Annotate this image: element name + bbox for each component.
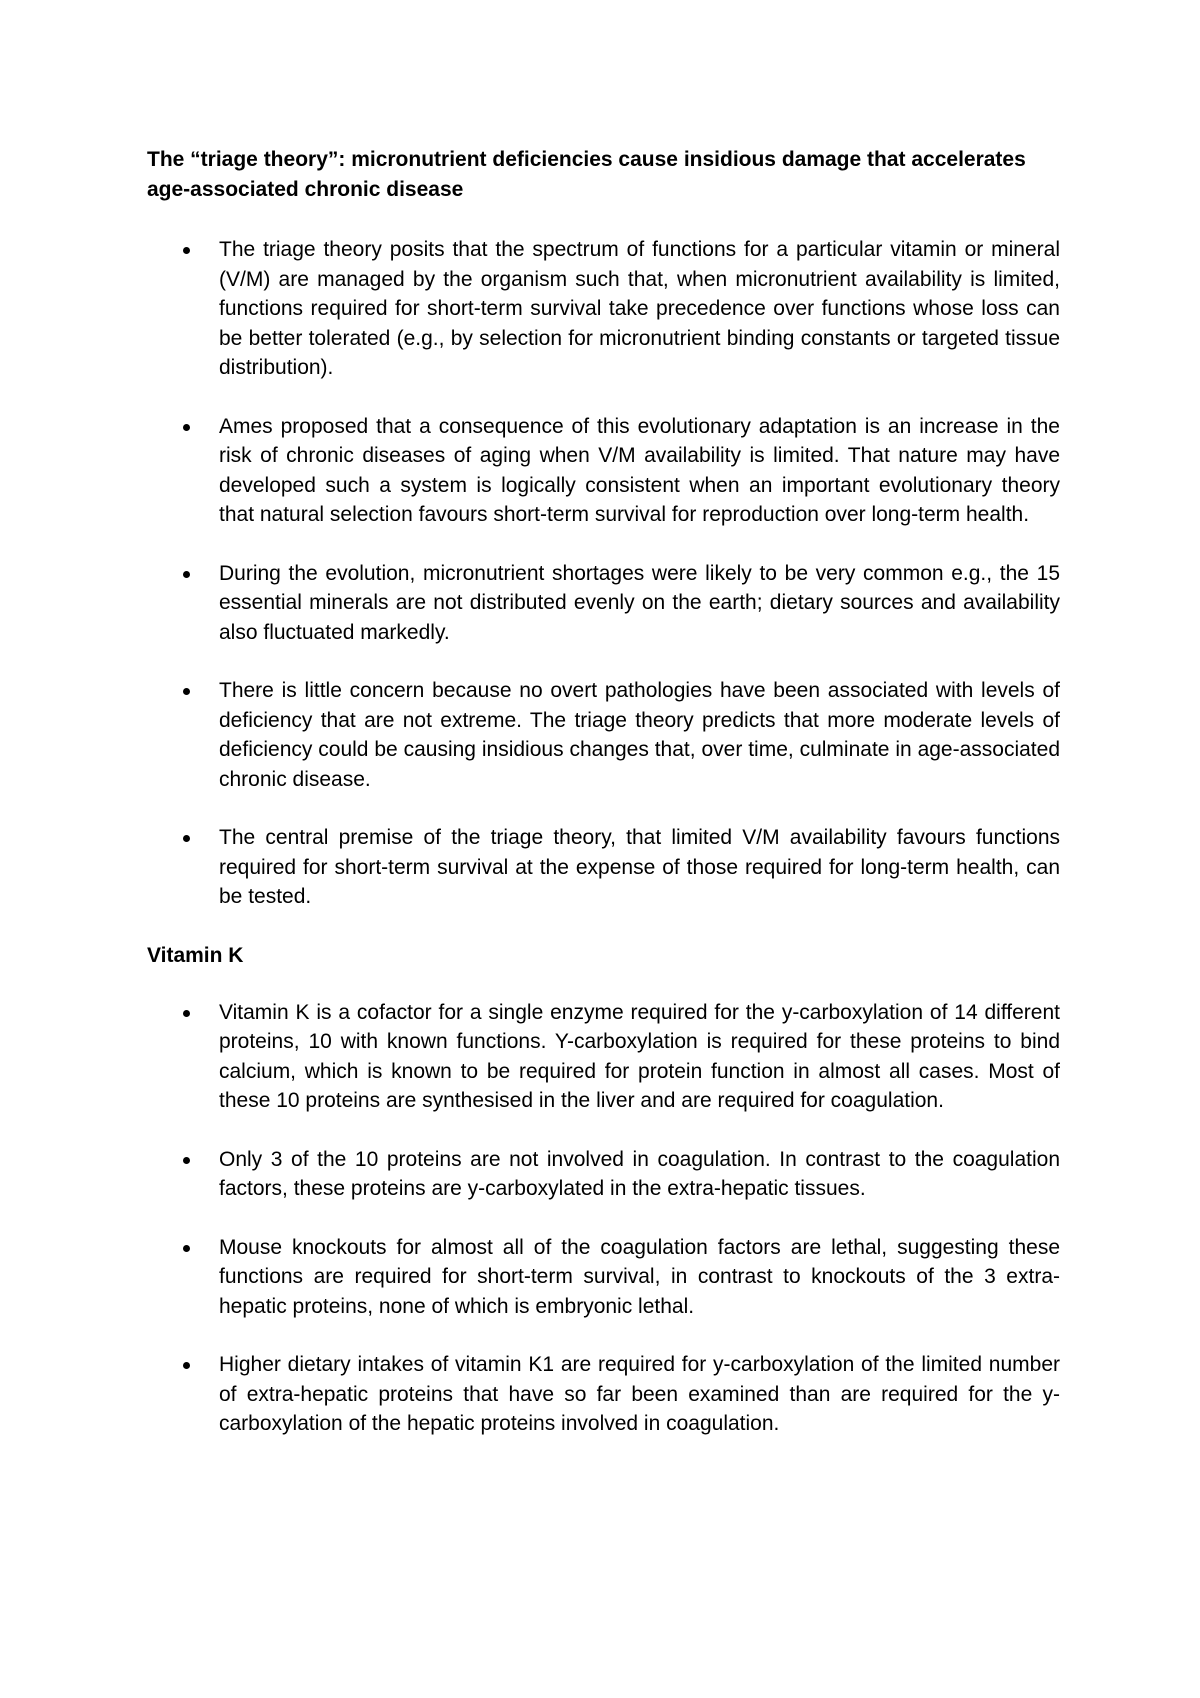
vitamin-k-bullet-list [147, 998, 1060, 1439]
bullet-dot-icon [183, 424, 190, 431]
triage-theory-bullet-list [147, 235, 1060, 912]
list-item [147, 412, 1060, 530]
list-item-text: The triage theory posits that the spectrum of functions for a particular vitamin or mineral (V/M) are managed by the organism such that, when micronutrient availability is limited, functions required for short-term survival take precedence over functions whose loss can be better tolerated (e.g., by selection for micronutrient binding constants or targeted tissue distribution). [219, 238, 1060, 379]
bullet-dot-icon [183, 1010, 190, 1017]
section-heading-vitamin-k: Vitamin K [147, 943, 244, 967]
list-item [147, 1350, 1060, 1439]
list-item [147, 676, 1060, 794]
list-item-text: Only 3 of the 10 proteins are not involved in coagulation. In contrast to the coagulation factors, these proteins are y-carboxylated in the extra-hepatic tissues. [219, 1147, 1060, 1200]
list-item [147, 1145, 1060, 1204]
list-item [147, 235, 1060, 383]
list-item-text: Vitamin K is a cofactor for a single enzyme required for the y-carboxylation of 14 different proteins, 10 with known functions. Y-carboxylation is required for these proteins to bind calcium, which is known to be required for protein function in almost all cases. Most of these 10 proteins are synthesised in the liver and are required for coagulation. [219, 1000, 1060, 1112]
bullet-dot-icon [183, 1362, 190, 1369]
list-item-text: During the evolution, micronutrient shortages were likely to be very common e.g., the 15 essential minerals are not distributed evenly on the earth; dietary sources and availability also fluctuated markedly. [219, 561, 1060, 644]
list-item-text: Higher dietary intakes of vitamin K1 are required for y-carboxylation of the limited number of extra-hepatic proteins that have so far been examined than are required for the y-carboxylation of the hepatic proteins involved in coagulation. [219, 1353, 1060, 1435]
list-item [147, 823, 1060, 912]
list-item-text: Mouse knockouts for almost all of the coagulation factors are lethal, suggesting these functions are required for short-term survival, in contrast to knockouts of the 3 extra-hepatic proteins, none of which is embryonic lethal. [219, 1235, 1060, 1318]
list-item [147, 559, 1060, 648]
document-title: The “triage theory”: micronutrient deficiencies cause insidious damage that accelerates age-associated chronic disease [147, 148, 1026, 201]
bullet-dot-icon [183, 247, 190, 254]
bullet-dot-icon [183, 571, 190, 578]
bullet-dot-icon [183, 1245, 190, 1252]
document-content [147, 145, 1060, 1468]
bullet-dot-icon [183, 835, 190, 842]
bullet-dot-icon [183, 688, 190, 695]
list-item [147, 998, 1060, 1116]
bullet-dot-icon [183, 1157, 190, 1164]
list-item-text: The central premise of the triage theory, that limited V/M availability favours functions required for short-term survival at the expense of those required for long-term health, can be tested. [219, 826, 1060, 908]
list-item-text: Ames proposed that a consequence of this evolutionary adaptation is an increase in the risk of chronic diseases of aging when V/M availability is limited. That nature may have developed such a system is logically consistent when an important evolutionary theory that natural selection favours short-term survival for reproduction over long-term health. [219, 414, 1060, 526]
list-item [147, 1233, 1060, 1322]
list-item-text: There is little concern because no overt pathologies have been associated with levels of deficiency that are not extreme. The triage theory predicts that more moderate levels of deficiency could be causing insidious changes that, over time, culminate in age-associated chronic disease. [219, 679, 1060, 791]
